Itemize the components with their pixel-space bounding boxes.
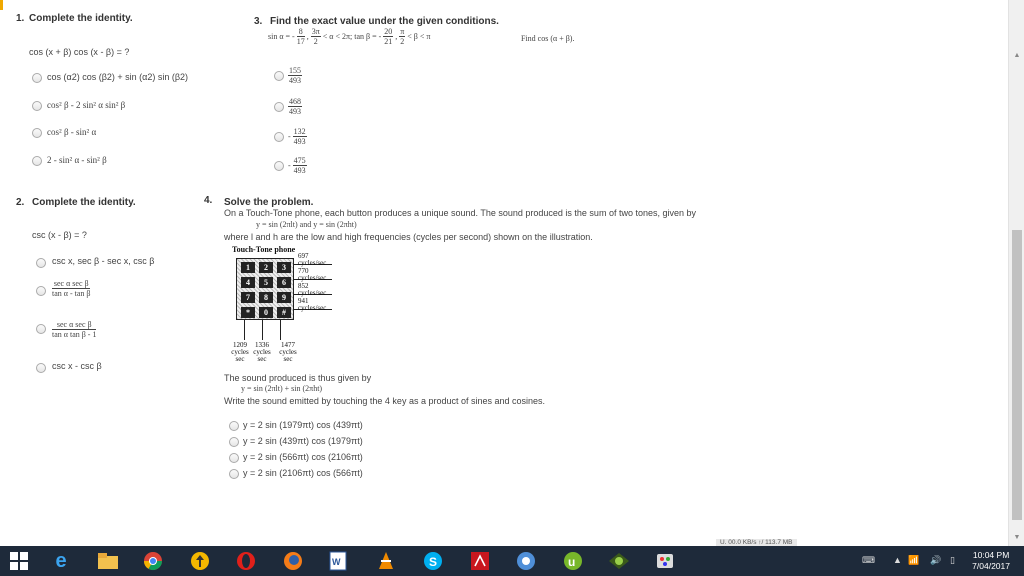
key-5: 5	[259, 277, 273, 288]
high-freq-2-unit-b: sec	[257, 355, 267, 363]
key-7: 7	[241, 292, 255, 303]
q2-option-4-radio[interactable]	[36, 363, 46, 373]
opera-icon[interactable]	[233, 549, 259, 573]
network-signal-icon[interactable]: 📶	[908, 555, 920, 565]
windows-start-icon[interactable]	[6, 549, 32, 573]
q2-option-3-denominator: tan α tan β - 1	[52, 330, 97, 339]
q1-option-2-label[interactable]: cos² β - 2 sin² α sin² β	[47, 100, 126, 110]
network-speed-indicator: U. 00.0 KB/s ↑/ 113.7 MB	[716, 539, 797, 546]
q4-option-4-radio[interactable]	[229, 469, 239, 479]
low-freq-1-unit: cycles/sec	[298, 259, 327, 267]
low-freq-3-unit: cycles/sec	[298, 289, 327, 297]
word-icon[interactable]	[325, 549, 351, 573]
q3-option-1-den: 493	[289, 76, 301, 85]
q2-option-2-numerator: sec α sec β	[53, 279, 89, 288]
scroll-up-icon[interactable]: ▲	[1013, 52, 1021, 59]
keyboard-icon[interactable]: ⌨	[862, 555, 875, 565]
q3-number: 3.	[254, 16, 263, 27]
volume-icon[interactable]: 🔊	[930, 555, 942, 565]
key-star: *	[241, 307, 255, 318]
q2-option-4-label[interactable]: csc x - csc β	[52, 361, 102, 371]
q3-option-2-num: 468	[289, 97, 301, 106]
low-freq-2	[298, 268, 326, 282]
high-freq-line-1	[244, 320, 245, 340]
q4-option-1-radio[interactable]	[229, 421, 239, 431]
acrobat-icon[interactable]	[467, 549, 493, 573]
low-freq-3	[298, 283, 326, 297]
file-explorer-icon[interactable]	[95, 549, 121, 573]
q3-option-3-sign: -	[288, 132, 291, 141]
firefox-icon[interactable]	[280, 549, 306, 573]
key-4: 4	[241, 277, 255, 288]
high-freq-1	[228, 342, 252, 363]
q4-text-line3: where l and h are the low and high frequencies (cycles per second) shown on the illustration.	[224, 232, 593, 242]
high-freq-2-unit-a: cycles	[253, 348, 271, 356]
scroll-down-icon[interactable]: ▼	[1013, 534, 1021, 541]
q4-option-4-label[interactable]: y = 2 sin (2106πt) cos (566πt)	[243, 468, 363, 478]
q1-option-4-label[interactable]: 2 - sin² α - sin² β	[47, 155, 107, 165]
low-freq-2-value: 770	[298, 267, 309, 275]
q1-option-1-radio[interactable]	[32, 73, 42, 83]
q1-option-1-label[interactable]: cos (α2) cos (β2) + sin (α2) sin (β2)	[47, 72, 189, 82]
low-freq-1	[298, 253, 326, 267]
q4-text-line1: On a Touch-Tone phone, each button produces a unique sound. The sound produced is the sum of two tones, given by	[224, 208, 696, 218]
svg-text:W: W	[332, 557, 341, 567]
q3-pi-fraction	[311, 27, 321, 46]
vertical-scrollbar[interactable]	[1008, 0, 1024, 546]
q2-prompt: csc (x - β) = ?	[32, 230, 87, 240]
q3-sin-fraction	[297, 27, 305, 46]
q2-title: Complete the identity.	[32, 197, 136, 208]
q3-option-3-radio[interactable]	[274, 132, 284, 142]
chrome-icon[interactable]	[140, 549, 166, 573]
q4-text-line6: Write the sound emitted by touching the 4 key as a product of sines and cosines.	[224, 396, 546, 406]
skype-icon[interactable]	[420, 549, 446, 573]
q3-pi2-num: π	[400, 27, 405, 36]
q4-option-3-label[interactable]: y = 2 sin (566πt) cos (2106πt)	[243, 452, 363, 462]
vpn-shield-icon[interactable]	[187, 549, 213, 573]
q3-tan-fraction	[383, 27, 393, 46]
q3-pi2-den: 2	[400, 37, 405, 46]
high-freq-line-3	[280, 320, 281, 340]
svg-text:u: u	[568, 555, 576, 569]
high-freq-1-unit-b: sec	[235, 355, 245, 363]
q3-option-2-den: 493	[289, 107, 301, 116]
q3-option-2-radio[interactable]	[274, 102, 284, 112]
q3-title: Find the exact value under the given conditions.	[270, 16, 499, 27]
scroll-thumb[interactable]	[1012, 230, 1022, 520]
q3-end-text: < β < π	[407, 32, 431, 41]
q3-mid-text: < α < 2π; tan β = -	[322, 32, 382, 41]
high-freq-2	[250, 342, 274, 363]
q3-option-1-value[interactable]	[288, 66, 302, 85]
q3-pi-den: 2	[313, 37, 318, 46]
q3-option-3-value[interactable]	[288, 127, 307, 146]
q2-option-3-numerator: sec α sec β	[52, 320, 96, 330]
q1-prompt: cos (x + β) cos (x - β) = ?	[29, 47, 130, 57]
low-freq-4	[298, 298, 326, 312]
q4-title: Solve the problem.	[224, 197, 314, 208]
q3-pi-num: 3π	[311, 27, 320, 36]
q2-option-2-fraction[interactable]	[52, 279, 90, 298]
high-freq-3	[276, 342, 300, 363]
high-freq-1-value: 1209	[233, 341, 247, 349]
show-hidden-icons[interactable]: ▲	[893, 555, 902, 565]
q3-conditions: sin α = - $\frac{8}{17}$ , $\frac{3\pi}{2}$ < α < 2π; tan β = - $\frac{20}{21}$ , $\frac{\pi}{2}$ < β < π	[268, 27, 431, 46]
q3-pi2-fraction	[399, 27, 405, 46]
figure-title: Touch-Tone phone	[232, 245, 296, 254]
key-9: 9	[277, 292, 291, 303]
system-clock[interactable]	[972, 550, 1010, 572]
q2-option-1-label[interactable]: csc x, sec β - sec x, csc β	[52, 256, 155, 266]
q3-find-text: Find cos (α + β).	[521, 34, 575, 43]
high-freq-1-unit-a: cycles	[231, 348, 249, 356]
q2-option-1-radio[interactable]	[36, 258, 46, 268]
q3-option-4-sign: -	[288, 161, 291, 170]
q3-sin-num: 8	[298, 27, 303, 36]
q1-option-2-radio[interactable]	[32, 101, 42, 111]
q3-option-4-den: 493	[293, 166, 306, 175]
low-freq-2-unit: cycles/sec	[298, 274, 327, 282]
clock-date: 7/04/2017	[972, 561, 1010, 571]
window-edge-marker	[0, 0, 3, 10]
q3-option-4-value[interactable]	[288, 156, 307, 175]
q2-number: 2.	[16, 197, 25, 208]
q1-number: 1.	[16, 13, 25, 24]
q1-option-3-label[interactable]: cos² β - sin² α	[47, 127, 97, 137]
q3-sin-den: 17	[296, 37, 305, 46]
q4-option-2-radio[interactable]	[229, 437, 239, 447]
q3-option-2-value[interactable]	[288, 97, 302, 116]
paint-icon[interactable]	[652, 549, 678, 573]
key-0: 0	[259, 307, 273, 318]
media-player-icon[interactable]	[513, 549, 539, 573]
q4-text-line2: y = sin (2πlt) and y = sin (2πht)	[256, 220, 357, 229]
key-hash: #	[277, 307, 291, 318]
q2-option-3-radio[interactable]	[36, 324, 46, 334]
q1-option-4-radio[interactable]	[32, 156, 42, 166]
q3-option-1-num: 155	[289, 66, 301, 75]
notification-icon[interactable]: ▯	[950, 555, 955, 565]
key-8: 8	[259, 292, 273, 303]
low-freq-4-value: 941	[298, 297, 309, 305]
q4-option-3-radio[interactable]	[229, 453, 239, 463]
q2-option-2-denominator: tan α - tan β	[52, 289, 91, 298]
q3-option-3-num: 132	[293, 127, 306, 136]
q3-option-4-num: 475	[293, 156, 306, 165]
q4-option-1-label[interactable]: y = 2 sin (1979πt) cos (439πt)	[243, 420, 363, 430]
svg-text:S: S	[429, 555, 438, 569]
low-freq-1-value: 697	[298, 252, 309, 260]
game-icon[interactable]	[606, 549, 632, 573]
low-freq-4-unit: cycles/sec	[298, 304, 327, 312]
q4-option-2-label[interactable]: y = 2 sin (439πt) cos (1979πt)	[243, 436, 363, 446]
key-6: 6	[277, 277, 291, 288]
q3-option-4-radio[interactable]	[274, 161, 284, 171]
q2-option-3-fraction[interactable]	[52, 320, 96, 339]
q1-option-3-radio[interactable]	[32, 128, 42, 138]
high-freq-line-2	[262, 320, 263, 340]
q3-tan-num: 20	[384, 27, 393, 36]
clock-time: 10:04 PM	[972, 550, 1010, 560]
q4-number: 4.	[204, 195, 213, 206]
high-freq-3-unit-b: sec	[283, 355, 293, 363]
q2-option-2-radio[interactable]	[36, 286, 46, 296]
high-freq-3-unit-a: cycles	[279, 348, 297, 356]
high-freq-2-value: 1336	[255, 341, 269, 349]
vlc-icon[interactable]	[373, 549, 399, 573]
internet-explorer-icon[interactable]: e	[55, 549, 67, 572]
taskbar	[0, 546, 1024, 576]
q3-sin-label: sin α = -	[268, 32, 295, 41]
key-1: 1	[241, 262, 255, 273]
q3-option-1-radio[interactable]	[274, 71, 284, 81]
q3-option-3-den: 493	[293, 137, 306, 146]
q3-tan-den: 21	[384, 37, 393, 46]
phone-keypad	[236, 258, 294, 320]
utorrent-icon[interactable]	[560, 549, 586, 573]
q4-text-line4: The sound produced is thus given by	[224, 373, 372, 383]
key-3: 3	[277, 262, 291, 273]
q4-text-line5: y = sin (2πlt) + sin (2πht)	[241, 384, 323, 393]
q1-title: Complete the identity.	[29, 13, 133, 24]
key-2: 2	[259, 262, 273, 273]
low-freq-3-value: 852	[298, 282, 309, 290]
high-freq-3-value: 1477	[281, 341, 295, 349]
